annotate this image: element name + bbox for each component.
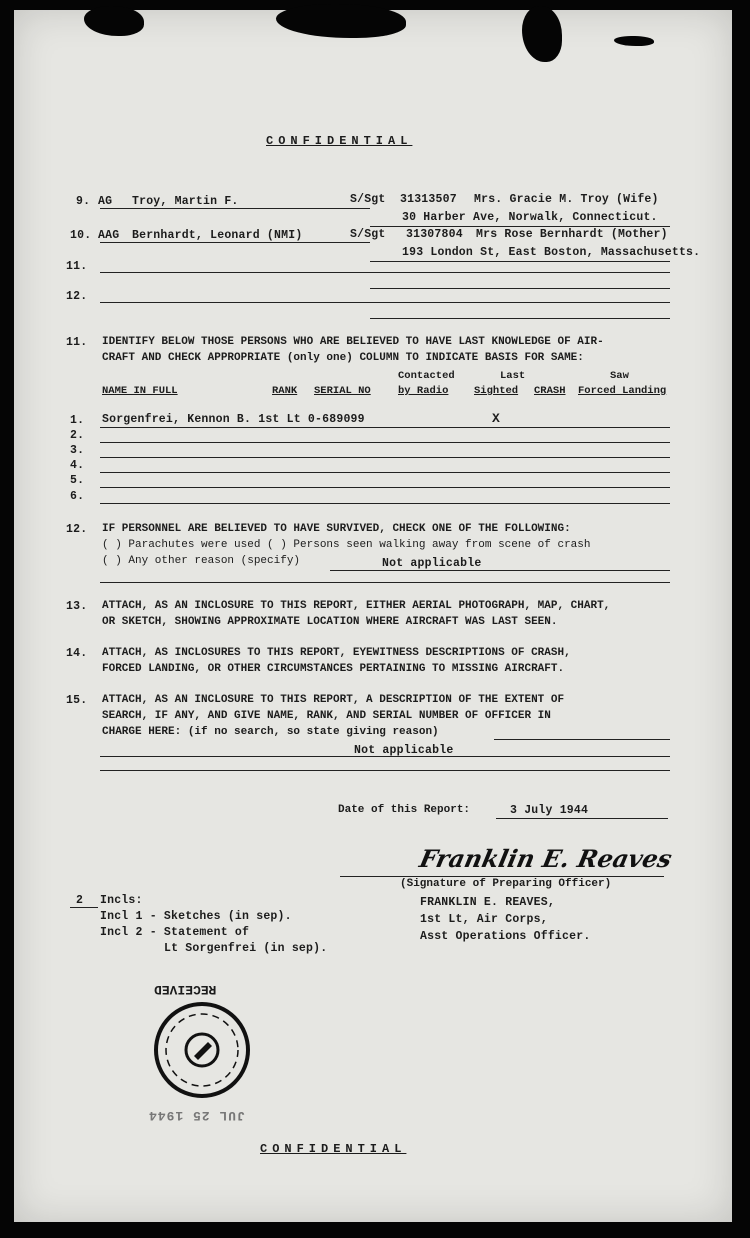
document-page	[14, 10, 732, 1222]
received-stamp-date: JUL 25 1944	[148, 1108, 245, 1123]
crew-serial: 31307804	[406, 228, 463, 241]
form-line	[100, 756, 670, 757]
row-entry: Sorgenfrei, Kennon B. 1st Lt 0-689099	[102, 413, 365, 426]
column-header: Last	[500, 370, 526, 382]
form-line	[70, 907, 98, 908]
column-header: Contacted	[398, 370, 455, 382]
section-number: 15.	[66, 694, 88, 707]
crew-rank: S/Sgt	[350, 228, 386, 241]
form-line	[100, 582, 670, 583]
received-stamp-label: RECEIVED	[154, 982, 217, 997]
row-number: 2.	[70, 429, 85, 442]
form-line	[330, 570, 670, 571]
column-header: NAME IN FULL	[102, 385, 178, 397]
crew-rank: S/Sgt	[350, 193, 386, 206]
form-line	[100, 457, 670, 458]
section-instruction: ATTACH, AS AN INCLOSURE TO THIS REPORT, A DESCRIPTION OF THE EXTENT OF	[102, 694, 565, 706]
row-number: 3.	[70, 444, 85, 457]
crew-number: 12.	[66, 290, 88, 303]
inclosure-item: Incl 1 - Sketches (in sep).	[100, 910, 292, 923]
ink-blot	[614, 36, 654, 46]
crew-duty: AG	[98, 195, 113, 208]
check-mark: X	[492, 411, 501, 426]
section-answer: Not applicable	[382, 557, 482, 570]
section-instruction: SEARCH, IF ANY, AND GIVE NAME, RANK, AND SERIAL NUMBER OF OFFICER IN	[102, 710, 551, 722]
section-options: ( ) Any other reason (specify)	[102, 555, 301, 567]
section-options: ( ) Parachutes were used ( ) Persons seen walking away from scene of crash	[102, 539, 591, 551]
officer-signature: Franklin E. Reaves	[416, 844, 675, 873]
crew-notify: Mrs. Gracie M. Troy (Wife)	[474, 193, 659, 206]
form-line	[100, 487, 670, 488]
column-header: Forced Landing	[578, 385, 667, 397]
section-instruction: IDENTIFY BELOW THOSE PERSONS WHO ARE BELIEVED TO HAVE LAST KNOWLEDGE OF AIR-	[102, 336, 604, 348]
form-line	[340, 876, 664, 877]
row-number: 1.	[70, 414, 85, 427]
ink-blot	[84, 6, 144, 36]
column-header: RANK	[272, 385, 298, 397]
inclosure-count: 2	[76, 894, 84, 907]
crew-number: 11.	[66, 260, 88, 273]
column-header: CRASH	[534, 385, 566, 397]
crew-number: 9.	[76, 195, 91, 208]
row-number: 4.	[70, 459, 85, 472]
officer-name: FRANKLIN E. REAVES,	[420, 896, 555, 909]
form-line	[100, 208, 370, 209]
crew-address: 193 London St, East Boston, Massachusetts.	[402, 246, 701, 259]
section-instruction: ATTACH, AS AN INCLOSURE TO THIS REPORT, EITHER AERIAL PHOTOGRAPH, MAP, CHART,	[102, 600, 611, 612]
ink-blot	[522, 6, 562, 62]
section-number: 12.	[66, 523, 88, 536]
section-number: 13.	[66, 600, 88, 613]
ink-blot	[276, 4, 406, 38]
crew-number: 10.	[70, 229, 92, 242]
crew-name: Troy, Martin F.	[132, 195, 239, 208]
column-header: Saw	[610, 370, 629, 382]
confidential-footer: CONFIDENTIAL	[260, 1142, 407, 1156]
report-date: 3 July 1944	[510, 804, 589, 817]
column-header: by Radio	[398, 385, 449, 397]
inclosure-item: Lt Sorgenfrei (in sep).	[164, 942, 328, 955]
form-line	[496, 818, 668, 819]
form-line	[100, 770, 670, 771]
form-line	[494, 739, 670, 740]
section-instruction: IF PERSONNEL ARE BELIEVED TO HAVE SURVIVED, CHECK ONE OF THE FOLLOWING:	[102, 523, 571, 535]
crew-serial: 31313507	[400, 193, 457, 206]
section-instruction: FORCED LANDING, OR OTHER CIRCUMSTANCES PERTAINING TO MISSING AIRCRAFT.	[102, 663, 565, 675]
form-line	[100, 503, 670, 504]
row-number: 6.	[70, 490, 85, 503]
officer-title: Asst Operations Officer.	[420, 930, 591, 943]
column-header: Sighted	[474, 385, 519, 397]
crew-duty: AAG	[98, 229, 120, 242]
confidential-header: CONFIDENTIAL	[266, 134, 413, 148]
inclosure-label: Incls:	[100, 894, 143, 907]
column-header: SERIAL NO	[314, 385, 371, 397]
form-line	[370, 226, 670, 227]
section-instruction: CHARGE HERE: (if no search, so state giving reason)	[102, 726, 439, 738]
section-instruction: CRAFT AND CHECK APPROPRIATE (only one) COLUMN TO INDICATE BASIS FOR SAME:	[102, 352, 584, 364]
crew-address: 30 Harber Ave, Norwalk, Connecticut.	[402, 211, 658, 224]
received-stamp-seal	[150, 998, 254, 1102]
section-answer: Not applicable	[354, 744, 454, 757]
officer-rank: 1st Lt, Air Corps,	[420, 913, 548, 926]
form-line	[100, 427, 670, 428]
form-line	[370, 261, 670, 262]
form-line	[100, 472, 670, 473]
crew-name: Bernhardt, Leonard (NMI)	[132, 229, 303, 242]
form-line	[100, 442, 670, 443]
signature-caption: (Signature of Preparing Officer)	[400, 878, 612, 890]
form-line	[370, 288, 670, 289]
section-number: 14.	[66, 647, 88, 660]
form-line	[100, 272, 670, 273]
crew-notify: Mrs Rose Bernhardt (Mother)	[476, 228, 668, 241]
form-line	[100, 242, 370, 243]
row-number: 5.	[70, 474, 85, 487]
section-number: 11.	[66, 336, 88, 349]
inclosure-item: Incl 2 - Statement of	[100, 926, 250, 939]
report-date-label: Date of this Report:	[338, 804, 471, 816]
form-line	[370, 318, 670, 319]
section-instruction: OR SKETCH, SHOWING APPROXIMATE LOCATION WHERE AIRCRAFT WAS LAST SEEN.	[102, 616, 558, 628]
form-line	[100, 302, 670, 303]
section-instruction: ATTACH, AS INCLOSURES TO THIS REPORT, EYEWITNESS DESCRIPTIONS OF CRASH,	[102, 647, 571, 659]
